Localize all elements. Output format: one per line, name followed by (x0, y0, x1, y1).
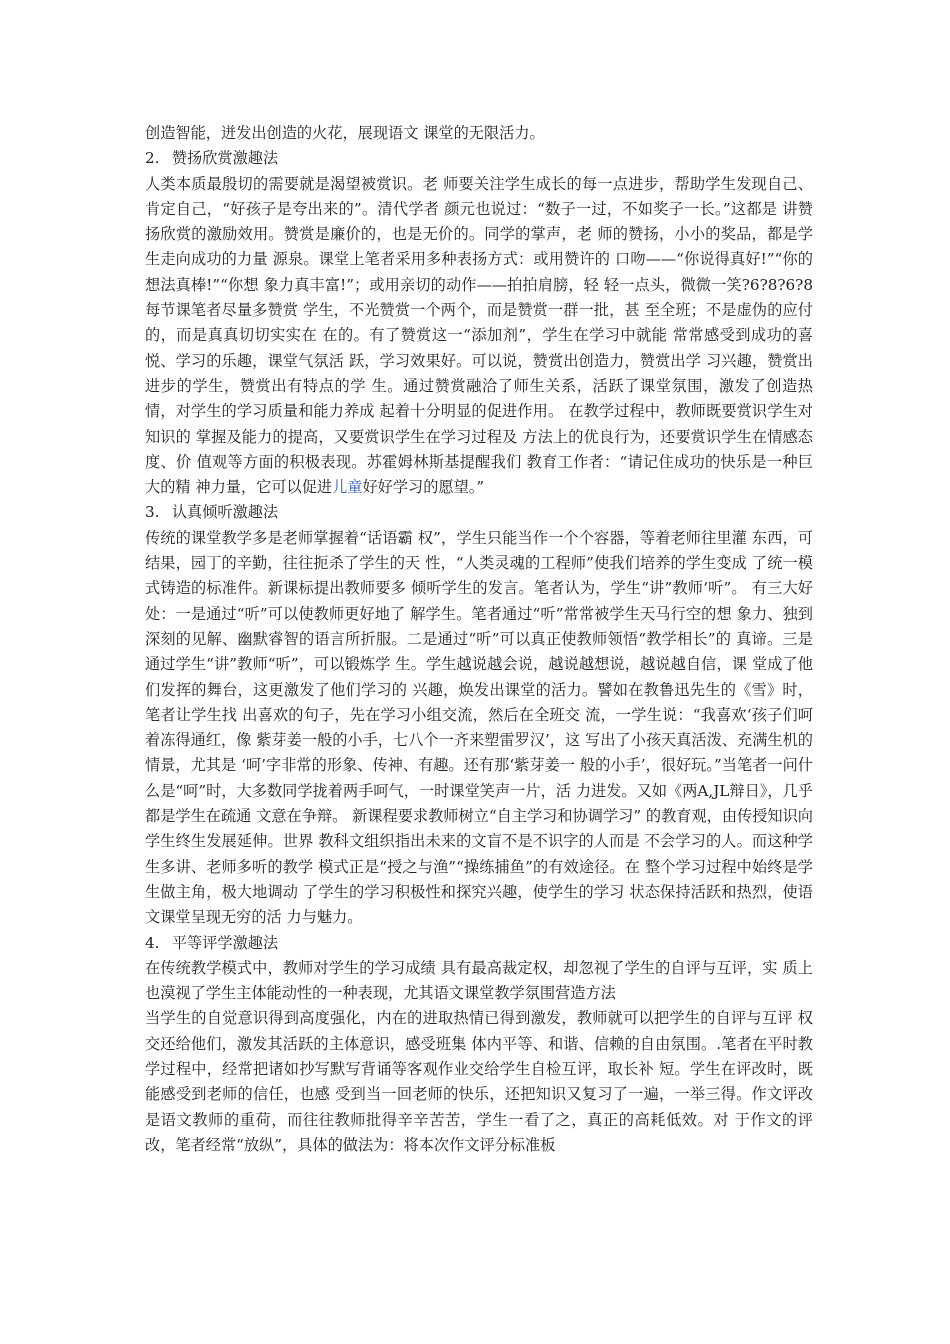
paragraph-text: 当学生的自觉意识得到高度强化，内在的进取热情已得到激发，教师就可以把学生的自评与互评 权交还给他们，激发其活跃的主体意识，感受班集 体内平等、和谐、信赖的自由氛围。.笔者在平时教学过程中，经常把诸如抄写默写背诵等客观作业交给学生自检互评，取长补 短。学生在评改时，既能感受到老师的信任，也感 受到当一回老师的快乐，还把知识又复习了一遍，一举三得。作文评改是语文教师的重荷，而往往教师批得辛辛苦苦，学生一看了之，真正的高耗低效。对 于作文的评改，笔者经常“放纵”，具体的做法为：将本次作文评分标准板 (145, 1009, 813, 1154)
body-paragraph (145, 172, 813, 501)
paragraph-text: 在传统教学模式中，教师对学生的学习成绩 具有最高裁定权，却忽视了学生的自评与互评，实 质上也漠视了学生主体能动性的一种表现，尤其语文课堂教学氛围营造方法 (145, 958, 813, 1003)
section-title: 赞扬欣赏激趣法 (171, 149, 279, 168)
body-paragraph (145, 526, 813, 931)
section-number: 3. (145, 503, 160, 522)
section-heading (145, 500, 813, 525)
section-heading (145, 931, 813, 956)
section-heading (145, 146, 813, 171)
paragraph-text: 人类本质最殷切的需要就是渴望被赏识。老 师要关注学生成长的每一点进步，帮助学生发现自己、肯定自己，“好孩子是夸出来的”。清代学者 颜元也说过：“数子一过，不如奖子一长。”这都是 讲赞扬欣赏的激励效用。赞赏是廉价的，也是无价的。同学的掌声，老 师的赞扬，小小的奖品，都是学生走向成功的力量 源泉。课堂上笔者采用多种表扬方式：或用赞许的 口吻——“你说得真好!”“你的想法真棒!”“你想 象力真丰富!”；或用亲切的动作——拍拍肩膀，轻 轻一点头，微微一笑?6?8?6?8 每节课笔者尽量多赞赏 学生，不光赞赏一个两个，而是赞赏一群一批，甚 至全班；不是虚伪的应付的，而是真真切切实实在 在的。有了赞赏这一“添加剂”，学生在学习中就能 常常感受到成功的喜悦、学习的乐趣，课堂气氛活 跃，学习效果好。可以说，赞赏出创造力，赞赏出学 习兴趣，赞赏出进步的学生，赞赏出有特点的学 生。通过赞赏融洽了师生关系，活跃了课堂氛围，激发了创造热情，对学生的学习质量和能力养成 起着十分明显的促进作用。 在教学过程中，教师既要赏识学生对知识的 掌握及能力的提高，又要赏识学生在学习过程及 方法上的优良行为，还要赏识学生在情感态度、价 值观等方面的积极表现。苏霍姆林斯基提醒我们 教育工作者：“请记住成功的快乐是一种巨大的精 神力量，它可以促进 (145, 174, 813, 497)
body-paragraph (145, 1006, 813, 1158)
section-title: 平等评学激趣法 (171, 933, 279, 952)
section-number: 2. (145, 149, 160, 168)
section-title: 认真倾听激趣法 (171, 503, 279, 522)
paragraph-text: 传统的课堂教学多是老师掌握着“话语霸 权”，学生只能当作一个个容器，等着老师往里灌 东西，可结果，园丁的辛勤，往往扼杀了学生的天 性，“人类灵魂的工程师”使我们培养的学生变成 了统一模式铸造的标准件。新课标提出教师要多 倾听学生的发言。笔者认为，学生“讲”教师‘听”。 有三大好处：一是通过“听”可以使教师更好地了 解学生。笔者通过“听”常常被学生天马行空的想 象力、独到深刻的见解、幽默睿智的语言所折服。二是通过“听”可以真正使教师领悟“教学相长”的 真谛。三是通过学生“讲”教师“听”，可以锻炼学 生。学生越说越会说，越说越想说，越说越自信，课 堂成了他们发挥的舞台，这更激发了他们学习的 兴趣，焕发出课堂的活力。譬如在教鲁迅先生的《雪》时，笔者让学生找 出喜欢的句子，先在学习小组交流，然后在全班交 流，一学生说：“我喜欢‘孩子们呵着冻得通红，像 紫芽姜一般的小手，七八个一齐来塑雷罗汉’，这 写出了小孩天真活泼、充满生机的情景，尤其是 ‘呵’字非常的形象、传神、有趣。还有那‘紫芽姜一 般的小手’，很好玩。”当笔者一问什么是“呵”时，大多数同学拢着两手呵气，一时课堂笑声一片，活 力进发。又如《两A,JL辩日》，几乎都是学生在疏通 文意在争辩。 新课程要求教师树立“自主学习和协调学习” 的教育观，由传授知识向学生终生发展延伸。世界 教科文组织指出未来的文盲不是不识字的人而是 不会学习的人。而这种学生多讲、老师多听的教学 模式正是“授之与渔”“操练捕鱼”的有效途径。在 整个学习过程中始终是学生做主角，极大地调动 了学生的学习积极性和探究兴趣，使学生的学习 状态保持活跃和热烈，使语文课堂呈现无穷的活 力与魅力。 (145, 528, 813, 927)
section-number: 4. (145, 933, 160, 952)
paragraph-text-tail: 好好学习的愿望。” (362, 478, 485, 497)
inline-link[interactable]: 儿童 (332, 478, 363, 497)
body-paragraph (145, 956, 813, 1007)
intro-paragraph: 创造智能，迸发出创造的火花，展现语文 课堂的无限活力。 (145, 124, 545, 142)
document-page (145, 121, 813, 1158)
